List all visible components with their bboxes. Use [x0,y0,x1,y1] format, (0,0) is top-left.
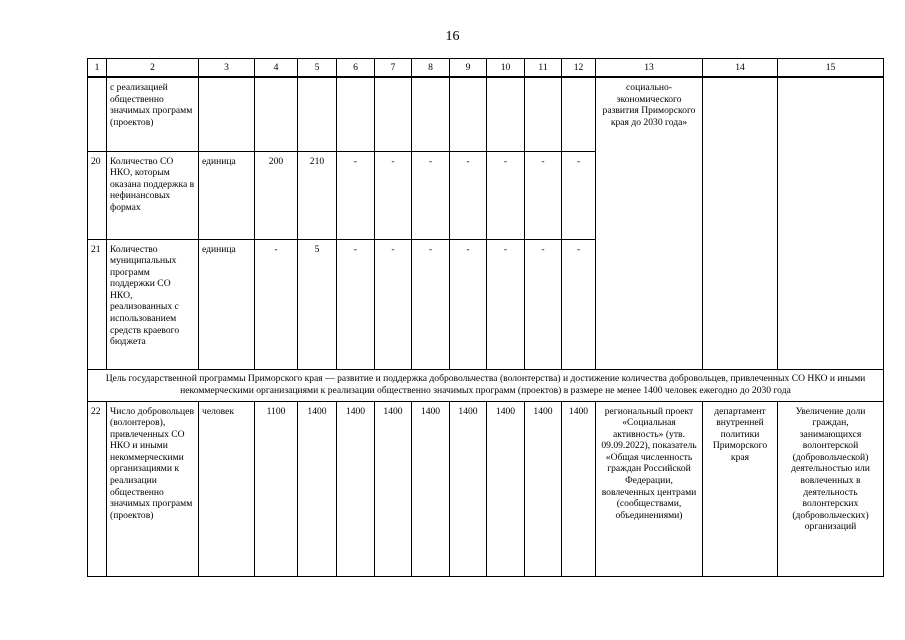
goal-text: Цель государственной программы Приморского края — развитие и поддержка добровольчества (волонтерства) и достижение количества добровольцев, привлеченных СО НКО и иными некоммерческими организациями к реализации общественно значимых программ (проектов) в размере не менее 1400 человек ежегодно до 2030 года [88,369,884,401]
header-cell: 10 [487,59,525,78]
responsible-cell: департамент внутренней политики Приморского края [703,401,778,576]
value-cell: - [450,239,487,369]
value-cell: 1400 [298,401,337,576]
value-cell: 1400 [487,401,525,576]
source-cell: социально-экономического развития Приморского края до 2030 года» [596,77,703,369]
header-cell: 5 [298,59,337,78]
header-row [88,59,884,78]
indicator-name-cell: Количество СО НКО, которым оказана поддержка в нефинансовых формах [107,151,199,239]
value-cell: - [562,151,596,239]
header-cell: 11 [525,59,562,78]
source-cell: региональный проект «Социальная активность» (утв. 09.09.2022), показатель «Общая численность граждан Российской Федерации, вовлеченных центрами (сообществами, объединениями) [596,401,703,576]
header-cell: 2 [107,59,199,78]
value-cell: 1400 [562,401,596,576]
result-cell [778,77,884,369]
value-cell: - [337,151,375,239]
header-cell: 7 [375,59,412,78]
header-cell: 14 [703,59,778,78]
value-cell: 1400 [375,401,412,576]
value-cell: - [450,151,487,239]
indicator-name-cell: Количество муниципальных программ поддержки СО НКО, реализованных с использованием средств краевого бюджета [107,239,199,369]
header-cell: 3 [199,59,255,78]
goal-row [88,369,884,401]
value-cell: 1400 [337,401,375,576]
indicator-name-cell: с реализацией общественно значимых программ (проектов) [107,77,199,151]
row-number-cell: 20 [88,151,107,239]
value-cell: - [562,239,596,369]
value-cell: 1100 [255,401,298,576]
table-row [88,401,884,576]
responsible-cell [703,77,778,369]
header-cell: 4 [255,59,298,78]
value-cell: - [412,239,450,369]
header-cell: 8 [412,59,450,78]
header-cell: 13 [596,59,703,78]
row-number-cell [88,77,107,151]
row-number-cell: 22 [88,401,107,576]
value-cell: 1400 [412,401,450,576]
header-cell: 12 [562,59,596,78]
value-cell: 210 [298,151,337,239]
value-cell: 5 [298,239,337,369]
header-cell: 9 [450,59,487,78]
value-cell: 200 [255,151,298,239]
header-cell: 1 [88,59,107,78]
result-cell: Увеличение доли граждан, занимающихся волонтерской (добровольческой) деятельностью или вовлеченных в деятельность волонтерских (добровольческих) организаций [778,401,884,576]
value-cell: - [412,151,450,239]
page-number: 16 [445,29,460,44]
value-cell: - [375,151,412,239]
value-cell: 1400 [525,401,562,576]
unit-cell: человек [199,401,255,576]
value-cell: - [487,239,525,369]
table-row [88,77,884,151]
value-cell: - [525,239,562,369]
row-number-cell: 21 [88,239,107,369]
unit-cell: единица [199,151,255,239]
indicator-name-cell: Число добровольцев (волонтеров), привлеченных СО НКО и иными некоммерческими организациями к реализации общественно значимых программ (проектов) [107,401,199,576]
header-cell: 15 [778,59,884,78]
value-cell: - [487,151,525,239]
value-cell: - [255,239,298,369]
value-cell: - [525,151,562,239]
header-cell: 6 [337,59,375,78]
value-cell: - [337,239,375,369]
value-cell: 1400 [450,401,487,576]
indicators-table [87,58,884,577]
unit-cell: единица [199,239,255,369]
value-cell: - [375,239,412,369]
